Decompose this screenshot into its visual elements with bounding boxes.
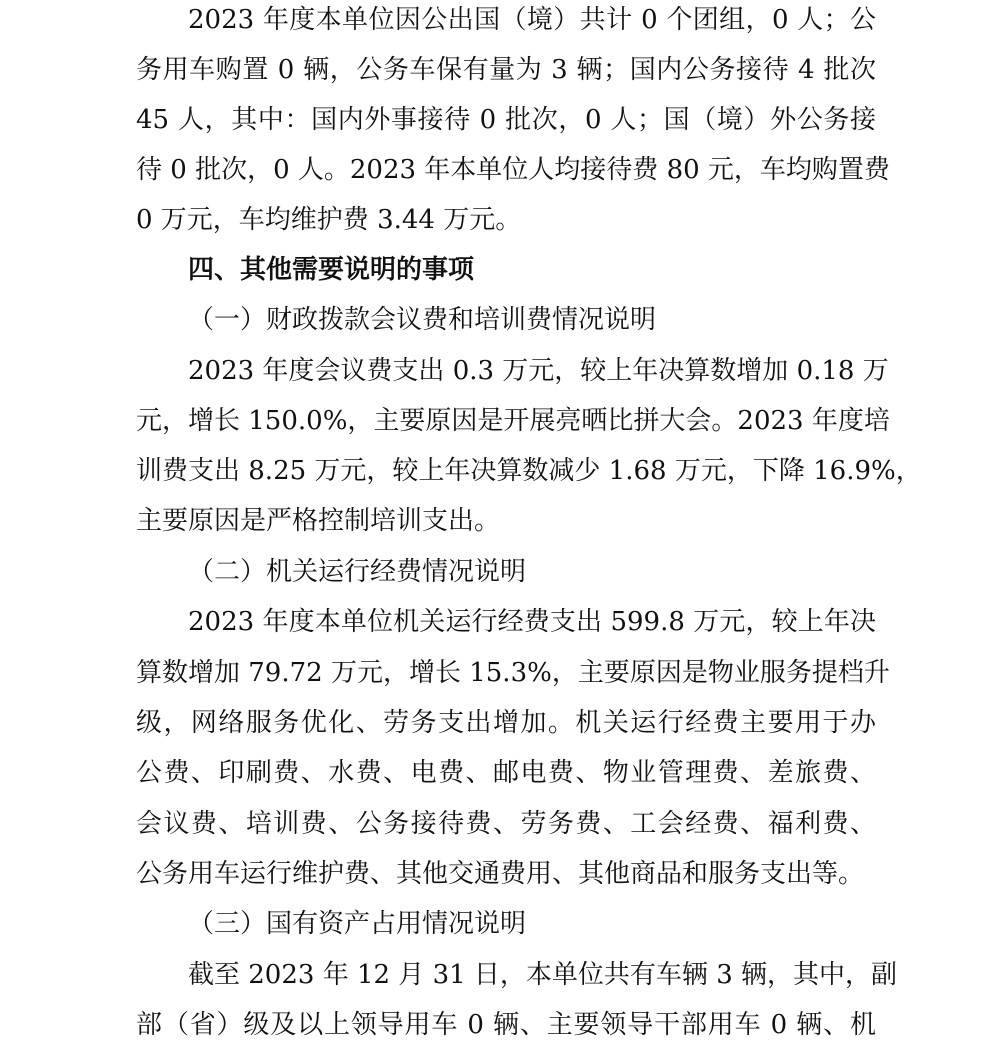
subsection-heading: （二）机关运行经费情况说明: [188, 557, 527, 587]
paragraph-line: 务用车购置 0 辆，公务车保有量为 3 辆；国内公务接待 4 批次: [136, 55, 876, 85]
subsection-heading: （三）国有资产占用情况说明: [188, 909, 527, 939]
paragraph-line: 2023 年度会议费支出 0.3 万元，较上年决算数增加 0.18 万: [188, 356, 889, 386]
paragraph-line: 公务用车运行维护费、其他交通费用、其他商品和服务支出等。: [136, 859, 865, 889]
paragraph-line: 部（省）级及以上领导用车 0 辆、主要领导干部用车 0 辆、机: [136, 1010, 876, 1040]
paragraph-line: 截至 2023 年 12 月 31 日，本单位共有车辆 3 辆，其中，副: [188, 960, 897, 990]
paragraph-line: 2023 年度本单位因公出国（境）共计 0 个团组，0 人；公: [188, 5, 876, 35]
paragraph-line: 公费、印刷费、水费、电费、邮电费、物业管理费、差旅费、: [136, 758, 876, 788]
paragraph-line: 待 0 批次，0 人。2023 年本单位人均接待费 80 元，车均购置费: [136, 155, 890, 185]
paragraph-line: 级，网络服务优化、劳务支出增加。机关运行经费主要用于办: [136, 708, 876, 738]
paragraph-line: 45 人，其中：国内外事接待 0 批次，0 人；国（境）外公务接: [136, 105, 876, 135]
paragraph-line: 0 万元，车均维护费 3.44 万元。: [136, 205, 522, 235]
paragraph-line: 2023 年度本单位机关运行经费支出 599.8 万元，较上年决: [188, 607, 876, 637]
paragraph-line: 元，增长 150.0%，主要原因是开展亮晒比拼大会。2023 年度培: [136, 406, 890, 436]
section-heading: 四、其他需要说明的事项: [188, 255, 475, 285]
subsection-heading: （一）财政拨款会议费和培训费情况说明: [188, 305, 657, 335]
paragraph-line: 主要原因是严格控制培训支出。: [136, 506, 501, 536]
paragraph-line: 算数增加 79.72 万元，增长 15.3%，主要原因是物业服务提档升: [136, 658, 890, 688]
paragraph-line: 训费支出 8.25 万元，较上年决算数减少 1.68 万元，下降 16.9%，: [136, 456, 922, 486]
paragraph-line: 会议费、培训费、公务接待费、劳务费、工会经费、福利费、: [136, 809, 876, 839]
